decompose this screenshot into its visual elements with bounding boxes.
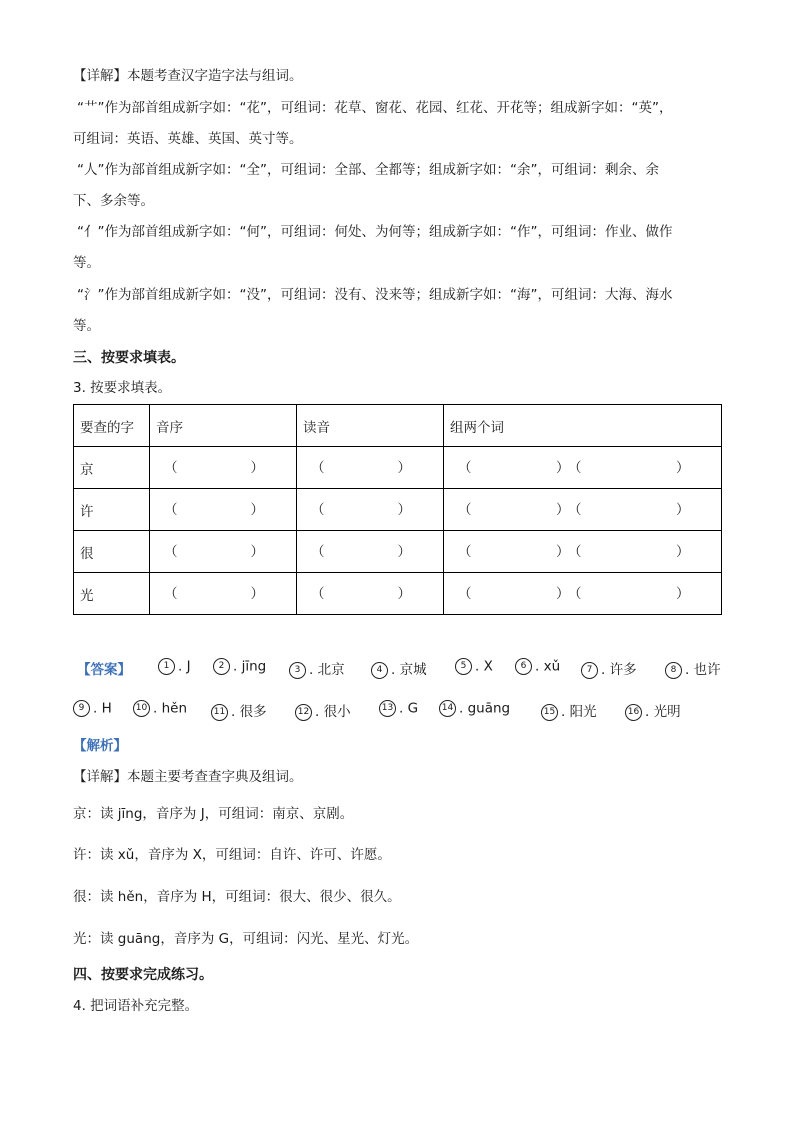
answer-item <box>665 658 721 679</box>
paren-close: ） <box>250 459 264 476</box>
answer-item <box>295 700 351 721</box>
answer-item <box>133 700 187 717</box>
section4-question: 4. 把词语补充完整。 <box>73 998 199 1014</box>
order-blank[interactable] <box>150 447 297 489</box>
analysis-line: 很：读 hěn，音序为 H，可组词：很大、很少、很久。 <box>73 889 401 905</box>
paren-open: （ <box>458 543 472 560</box>
row-char: 光 <box>74 573 150 615</box>
answer-value: . 也许 <box>685 662 721 678</box>
answer-value: . 很小 <box>315 704 351 720</box>
answer-number: 5 <box>455 658 472 675</box>
answer-value: . H <box>93 700 112 717</box>
paren-open: （ <box>458 585 472 602</box>
answer-item <box>289 658 345 679</box>
table-row <box>74 573 722 615</box>
order-blank[interactable] <box>150 573 297 615</box>
reading-blank[interactable] <box>297 447 444 489</box>
analysis-line: 光：读 guāng，音序为 G，可组词：闪光、星光、灯光。 <box>73 931 419 947</box>
paren-close: ） <box>556 501 570 518</box>
answer-item <box>211 700 267 721</box>
answer-number: 14 <box>439 700 456 717</box>
reading-blank[interactable] <box>297 531 444 573</box>
paren-open: （ <box>311 501 325 518</box>
answer-number: 16 <box>625 704 642 721</box>
section4-title: 四、按要求完成练习。 <box>73 967 213 983</box>
words-blank[interactable] <box>444 531 722 573</box>
answer-item <box>371 658 427 679</box>
paren-close: ） <box>397 585 411 602</box>
reading-blank[interactable] <box>297 489 444 531</box>
answer-value: . 光明 <box>645 704 681 720</box>
paren-close: ） <box>676 543 690 560</box>
answer-label: 【答案】 <box>77 662 131 678</box>
answer-item <box>158 658 191 675</box>
paren-close: ） <box>397 501 411 518</box>
paren-open: （ <box>458 501 472 518</box>
intro-line: 等。 <box>73 255 100 271</box>
reading-blank[interactable] <box>297 573 444 615</box>
row-char: 许 <box>74 489 150 531</box>
row-char: 京 <box>74 447 150 489</box>
header-char: 要查的字 <box>74 405 150 447</box>
answer-number: 11 <box>211 704 228 721</box>
intro-line: “艹”作为部首组成新字如：“花”，可组词：花草、窗花、花园、红花、开花等；组成新字如：“英”， <box>77 100 673 116</box>
paren-open: （ <box>568 543 582 560</box>
answer-number: 3 <box>289 662 306 679</box>
paren-close: ） <box>250 543 264 560</box>
paren-close: ） <box>556 459 570 476</box>
analysis-label: 【解析】 <box>73 738 127 754</box>
answer-value: . 北京 <box>309 662 345 678</box>
header-words: 组两个词 <box>444 405 722 447</box>
words-blank[interactable] <box>444 447 722 489</box>
answer-item <box>541 700 597 721</box>
order-blank[interactable] <box>150 531 297 573</box>
answer-number: 4 <box>371 662 388 679</box>
answer-value: . 很多 <box>231 704 267 720</box>
order-blank[interactable] <box>150 489 297 531</box>
paren-close: ） <box>556 543 570 560</box>
paren-open: （ <box>568 459 582 476</box>
answer-item <box>581 658 637 679</box>
analysis-line: 许：读 xǔ，音序为 X，可组词：自许、许可、许愿。 <box>73 847 391 863</box>
answer-item <box>73 700 112 717</box>
table-row <box>74 489 722 531</box>
intro-line: “人”作为部首组成新字如：“全”，可组词：全部、全都等；组成新字如：“余”，可组词：剩余、余 <box>77 162 659 178</box>
row-char: 很 <box>74 531 150 573</box>
fill-table <box>73 404 722 615</box>
paren-close: ） <box>397 543 411 560</box>
paren-close: ） <box>397 459 411 476</box>
paren-open: （ <box>311 585 325 602</box>
analysis-detail: 【详解】本题主要考查查字典及组词。 <box>73 769 303 785</box>
paren-open: （ <box>311 543 325 560</box>
intro-line: “氵”作为部首组成新字如：“没”，可组词：没有、没来等；组成新字如：“海”，可组词：大海、海水 <box>77 287 673 303</box>
answer-item <box>625 700 681 721</box>
answer-value: . J <box>178 658 191 675</box>
paren-close: ） <box>250 501 264 518</box>
intro-detail: 【详解】本题考查汉字造字法与组词。 <box>73 68 303 84</box>
paren-open: （ <box>164 543 178 560</box>
paren-close: ） <box>676 501 690 518</box>
paren-close: ） <box>250 585 264 602</box>
table-row <box>74 531 722 573</box>
section3-question: 3. 按要求填表。 <box>73 380 172 396</box>
intro-line: 下、多余等。 <box>73 193 154 209</box>
words-blank[interactable] <box>444 489 722 531</box>
answer-value: . X <box>475 658 493 675</box>
paren-close: ） <box>676 585 690 602</box>
answer-item <box>515 658 560 675</box>
answer-number: 2 <box>213 658 230 675</box>
answer-item <box>379 700 418 717</box>
answer-number: 6 <box>515 658 532 675</box>
answer-value: . 许多 <box>601 662 637 678</box>
table-row <box>74 447 722 489</box>
answer-item <box>213 658 266 675</box>
answer-number: 9 <box>73 700 90 717</box>
words-blank[interactable] <box>444 573 722 615</box>
intro-line: “亻”作为部首组成新字如：“何”，可组词：何处、为何等；组成新字如：“作”，可组词：作业、做作 <box>77 224 673 240</box>
answer-value: . xǔ <box>535 658 561 675</box>
answer-number: 12 <box>295 704 312 721</box>
paren-open: （ <box>164 585 178 602</box>
answer-value: . G <box>399 700 419 717</box>
answer-value: . hěn <box>153 700 188 717</box>
answer-number: 7 <box>581 662 598 679</box>
paren-close: ） <box>676 459 690 476</box>
answer-row-1 <box>73 658 733 680</box>
answer-number: 15 <box>541 704 558 721</box>
answer-item <box>439 700 510 717</box>
answer-value: . 阳光 <box>561 704 597 720</box>
paren-open: （ <box>164 459 178 476</box>
paren-open: （ <box>164 501 178 518</box>
section3-title: 三、按要求填表。 <box>73 350 185 366</box>
analysis-line: 京：读 jīng，音序为 J，可组词：南京、京剧。 <box>73 806 354 822</box>
answer-number: 10 <box>133 700 150 717</box>
answer-value: . jīng <box>233 658 267 675</box>
header-reading: 读音 <box>297 405 444 447</box>
answer-number: 1 <box>158 658 175 675</box>
paren-open: （ <box>568 501 582 518</box>
intro-line: 等。 <box>73 318 100 334</box>
header-order: 音序 <box>150 405 297 447</box>
paren-close: ） <box>556 585 570 602</box>
answer-row-2 <box>73 700 733 722</box>
paren-open: （ <box>311 459 325 476</box>
answer-number: 8 <box>665 662 682 679</box>
answer-item <box>455 658 493 675</box>
answer-value: . guāng <box>459 700 511 717</box>
paren-open: （ <box>568 585 582 602</box>
answer-value: . 京城 <box>391 662 427 678</box>
paren-open: （ <box>458 459 472 476</box>
answer-number: 13 <box>379 700 396 717</box>
intro-line: 可组词：英语、英雄、英国、英寸等。 <box>73 131 303 147</box>
table-header-row <box>74 405 722 447</box>
